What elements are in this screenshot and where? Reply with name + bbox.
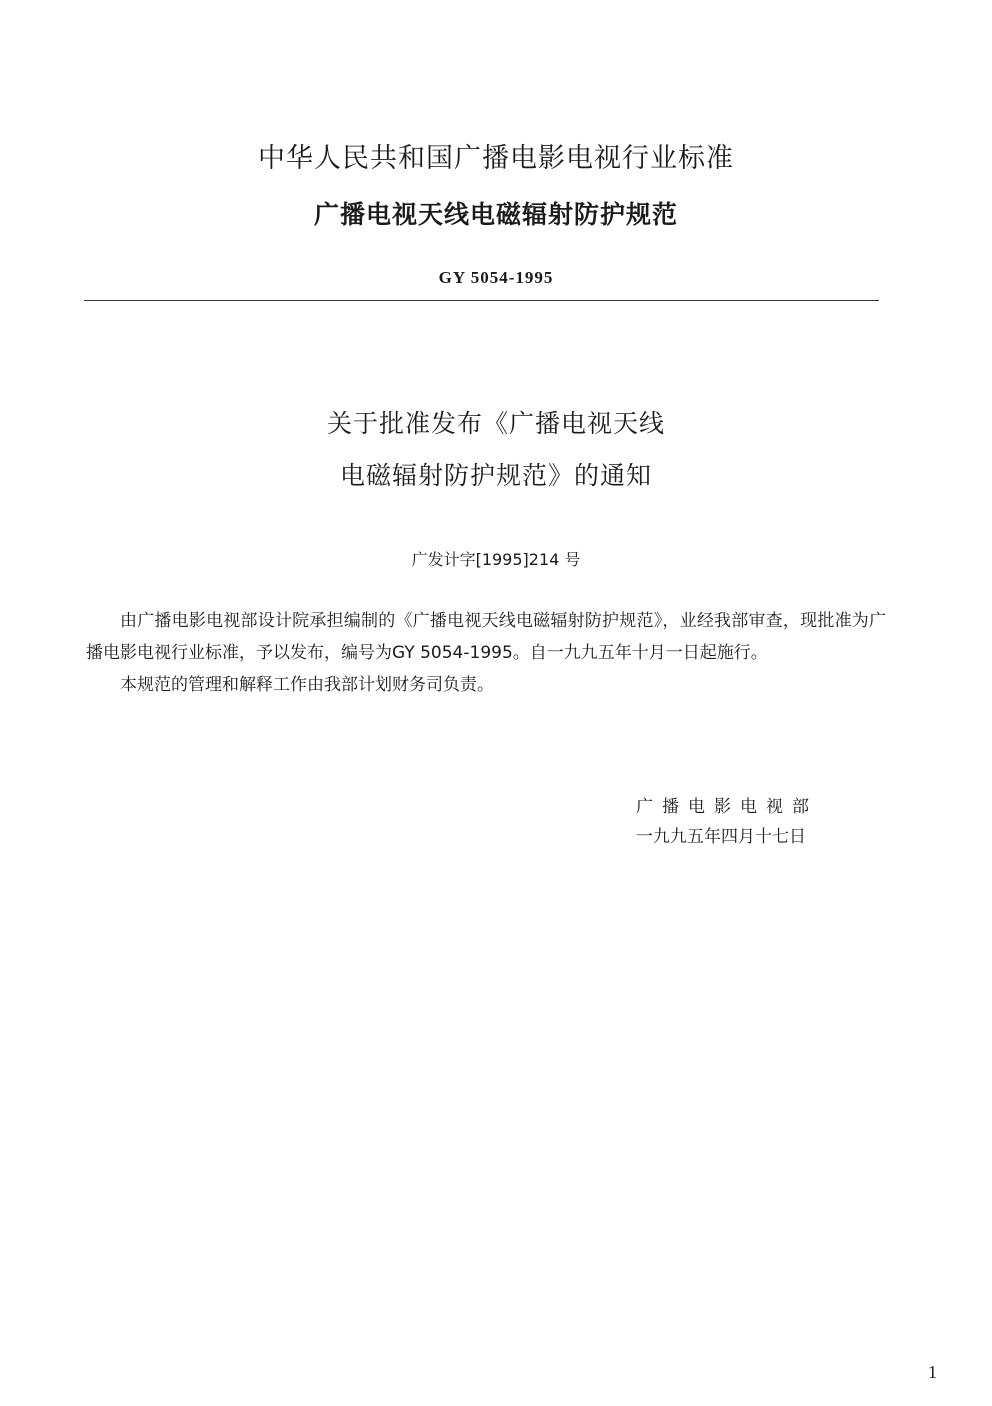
notice-title-line-2: 电磁辐射防护规范》的通知 (339, 461, 652, 490)
signature-organization: 广播电影电视部 (636, 797, 818, 817)
header-divider (84, 300, 879, 301)
page-number: 1 (928, 1362, 937, 1382)
signature-date: 一九九五年四月十七日 (636, 827, 806, 847)
notice-title-line-1: 关于批准发布《广播电视天线 (326, 409, 665, 438)
notice-paragraph-2: 本规范的管理和解释工作由我部计划财务司负责。 (120, 675, 494, 695)
standard-title: 广播电视天线电磁辐射防护规范 (313, 200, 678, 229)
notice-body (86, 605, 886, 701)
document-number: 广发计字[1995]214 号 (411, 550, 581, 569)
notice-paragraph-1: 由广播电影电视部设计院承担编制的《广播电视天线电磁辐射防护规范》，业经我部审查，现批准为广播电影电视行业标准，予以发布，编号为GY 5054-1995。自一九九五年十月一日起施行。 (86, 611, 886, 663)
standard-code: GY 5054-1995 (438, 268, 554, 287)
standard-organization: 中华人民共和国广播电影电视行业标准 (258, 143, 734, 174)
notice-title (0, 398, 992, 502)
